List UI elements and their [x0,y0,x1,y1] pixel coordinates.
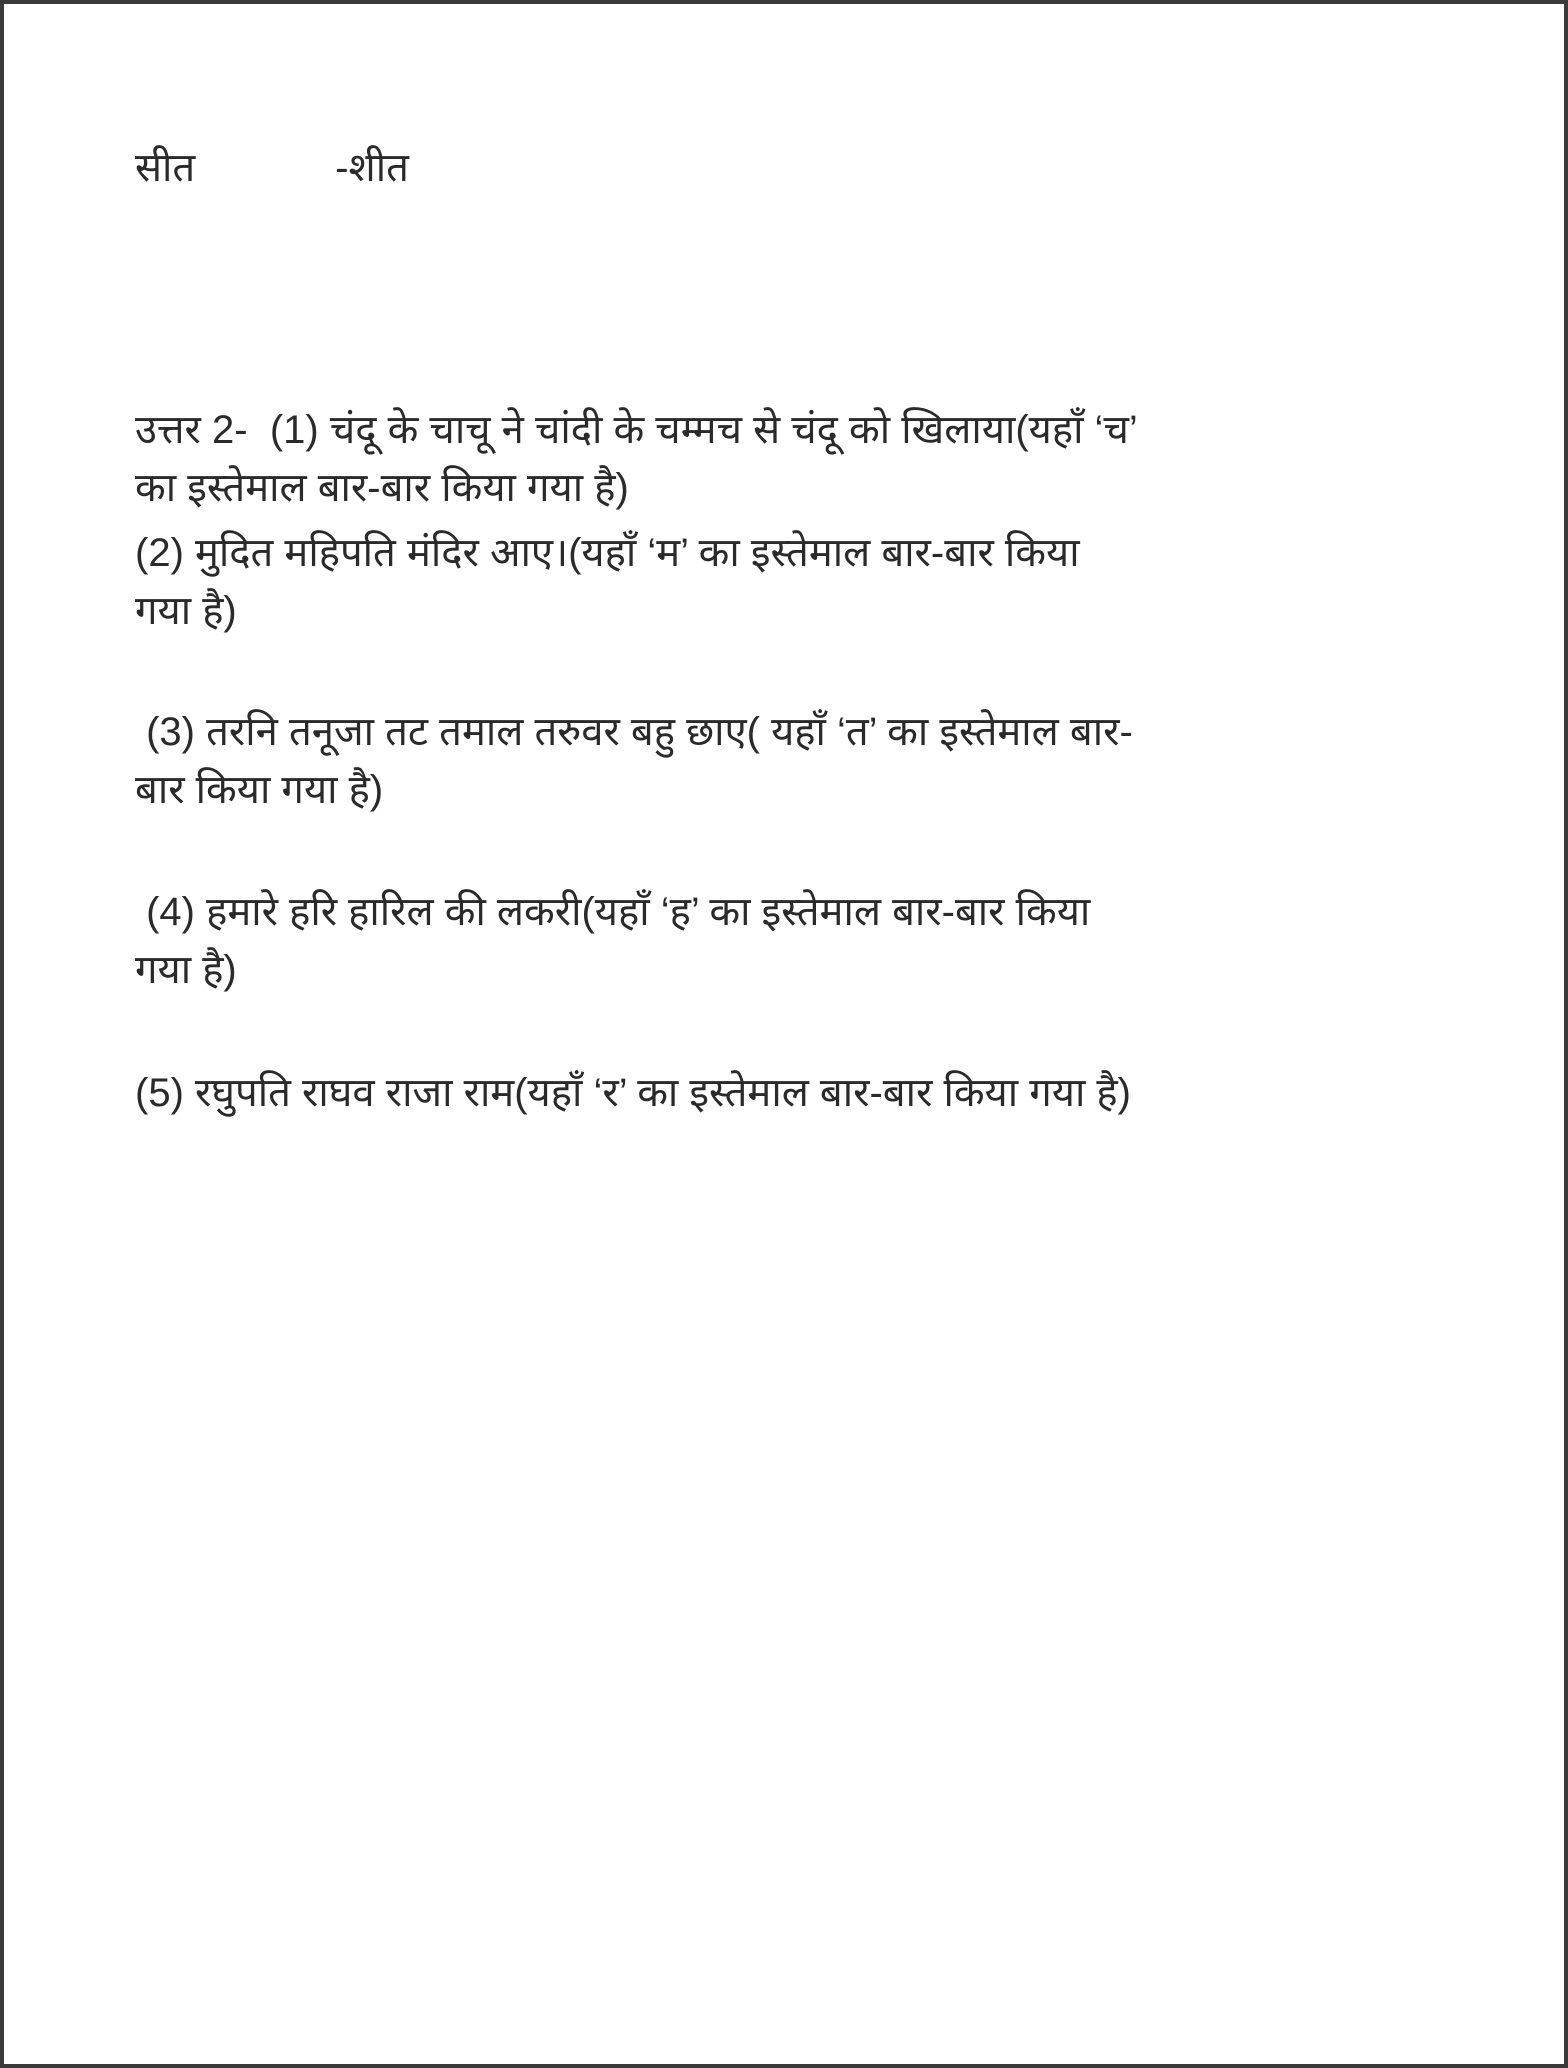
paragraph-line: (5) रघुपति राघव राजा राम(यहाँ ‘र’ का इस्तेमाल बार-बार किया गया है) [135,1071,1131,1115]
paragraph-line: गया है) [135,948,237,992]
paragraph-line: (4) हमारे हरि हारिल की लकरी(यहाँ ‘ह’ का इस्तेमाल बार-बार किया [135,890,1091,934]
paragraph-line: उत्तर 2- (1) चंदू के चाचू ने चांदी के चम्मच से चंदू को खिलाया(यहाँ ‘च’ [135,408,1138,452]
paragraph-line: (3) तरनि तनूजा तट तमाल तरुवर बहु छाए( यहाँ ‘त’ का इस्तेमाल बार- [135,710,1133,754]
paragraph-line: गया है) [135,589,237,633]
paragraph-line: बार किया गया है) [135,768,384,812]
word-pair [135,138,409,198]
word: सीत [135,146,196,190]
paragraph-line: (2) मुदित महिपति मंदिर आए।(यहाँ ‘म’ का इस्तेमाल बार-बार किया [135,531,1080,575]
paragraph-line: का इस्तेमाल बार-बार किया गया है) [135,466,629,510]
word-counterpart: -शीत [335,146,409,190]
